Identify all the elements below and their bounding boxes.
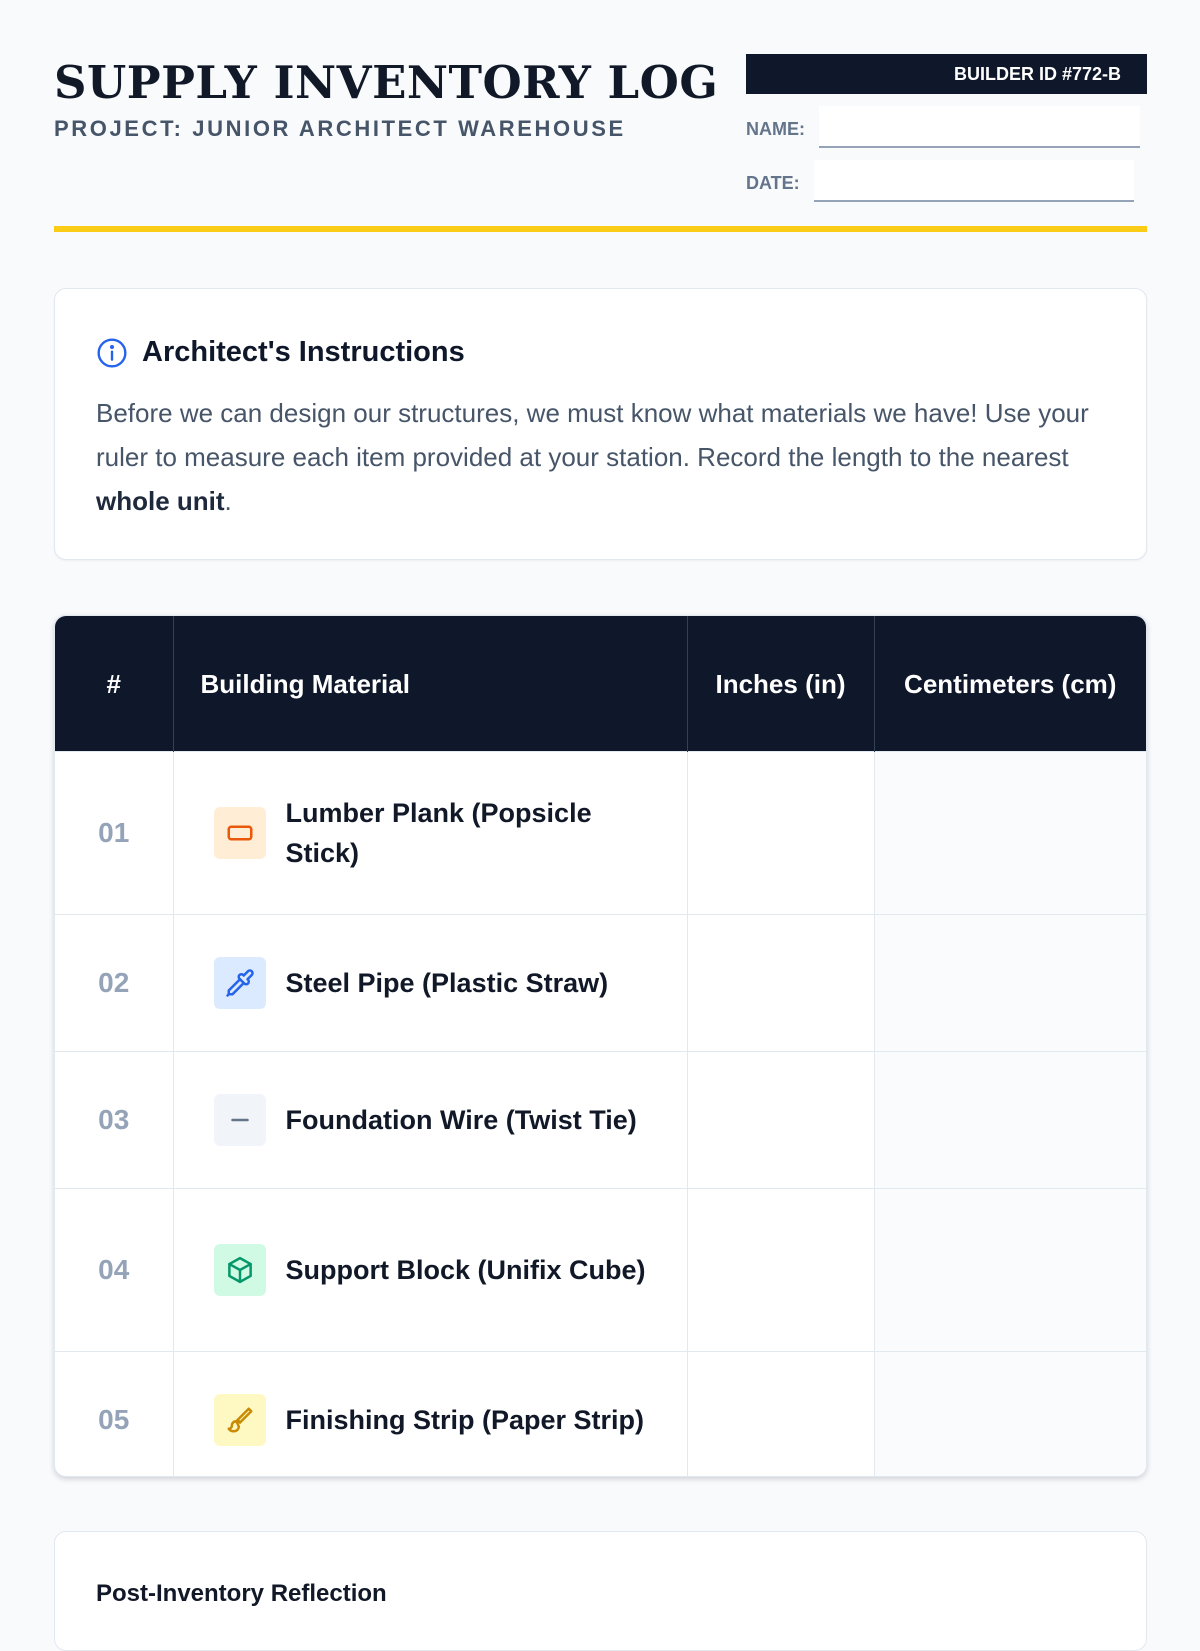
instructions-heading: [96, 336, 465, 369]
instructions-emphasis: whole unit: [96, 486, 225, 516]
pipette-icon: [225, 968, 255, 998]
inches-entry[interactable]: [687, 1052, 874, 1189]
info-icon: [96, 337, 128, 369]
material-cell: [173, 1052, 687, 1189]
centimeters-entry[interactable]: [874, 1052, 1146, 1189]
accent-divider: [54, 226, 1147, 232]
table-header-row: [55, 616, 1146, 752]
date-label: DATE:: [746, 173, 800, 193]
instructions-card: [54, 288, 1147, 560]
minus-icon: [225, 1105, 255, 1135]
material-name: Steel Pipe (Plastic Straw): [285, 968, 609, 998]
reflection-title: Post-Inventory Reflection: [96, 1580, 387, 1607]
material-name: Foundation Wire (Twist Tie): [285, 1105, 637, 1135]
centimeters-entry[interactable]: [874, 752, 1146, 915]
material-icon-badge: [214, 1394, 266, 1446]
material-cell: [173, 752, 687, 915]
name-field-row: [746, 106, 1147, 148]
builder-id-panel: [746, 54, 1147, 202]
inches-entry[interactable]: [687, 1352, 874, 1478]
material-icon-badge: [214, 1094, 266, 1146]
material-cell: [173, 915, 687, 1052]
paintbrush-icon: [225, 1405, 255, 1435]
material-cell: [173, 1352, 687, 1478]
centimeters-entry[interactable]: [874, 1189, 1146, 1352]
centimeters-entry[interactable]: [874, 915, 1146, 1052]
column-header-inches: Inches (in): [687, 616, 874, 752]
inventory-table: [54, 615, 1147, 1477]
row-number: 03: [55, 1052, 173, 1189]
row-number: 02: [55, 915, 173, 1052]
table-row: [55, 915, 1146, 1052]
cube-icon: [225, 1255, 255, 1285]
material-name: Finishing Strip (Paper Strip): [285, 1405, 645, 1435]
inches-entry[interactable]: [687, 915, 874, 1052]
table-row: [55, 1352, 1146, 1478]
material-icon-badge: [214, 807, 266, 859]
name-label: NAME:: [746, 119, 805, 139]
column-header-centimeters: Centimeters (cm): [874, 616, 1146, 752]
column-header-material: Building Material: [173, 616, 687, 752]
material-icon-badge: [214, 957, 266, 1009]
row-number: 04: [55, 1189, 173, 1352]
column-header-number: #: [55, 616, 173, 752]
date-field-row: [746, 160, 1147, 202]
material-name: Lumber Plank (Popsicle Stick): [285, 798, 592, 868]
row-number: 05: [55, 1352, 173, 1478]
material-icon-badge: [214, 1244, 266, 1296]
builder-id-badge: [746, 54, 1147, 94]
worksheet-page: [54, 0, 1147, 1607]
date-field[interactable]: [814, 160, 1134, 202]
worksheet-header: [54, 0, 1147, 234]
instructions-text: [96, 391, 1106, 523]
row-number: 01: [55, 752, 173, 915]
rectangle-icon: [225, 818, 255, 848]
instructions-text-start: Before we can design our structures, we must know what materials we have! Use your ruler to measure each item provided at your station. Record the length to the nearest: [96, 398, 1089, 472]
project-subtitle: PROJECT: JUNIOR ARCHITECT WAREHOUSE: [54, 116, 626, 141]
instructions-text-end: .: [224, 486, 232, 516]
reflection-card: [54, 1531, 1147, 1651]
table-row: [55, 752, 1146, 915]
centimeters-entry[interactable]: [874, 1352, 1146, 1478]
page-title: SUPPLY INVENTORY LOG: [54, 56, 719, 109]
instructions-title: Architect's Instructions: [142, 336, 465, 368]
inches-entry[interactable]: [687, 1189, 874, 1352]
material-name: Support Block (Unifix Cube): [285, 1255, 646, 1285]
material-cell: [173, 1189, 687, 1352]
builder-id-text: BUILDER ID #772-B: [953, 63, 1121, 84]
table-row: [55, 1189, 1146, 1352]
name-field[interactable]: [819, 106, 1140, 148]
inches-entry[interactable]: [687, 752, 874, 915]
table-row: [55, 1052, 1146, 1189]
